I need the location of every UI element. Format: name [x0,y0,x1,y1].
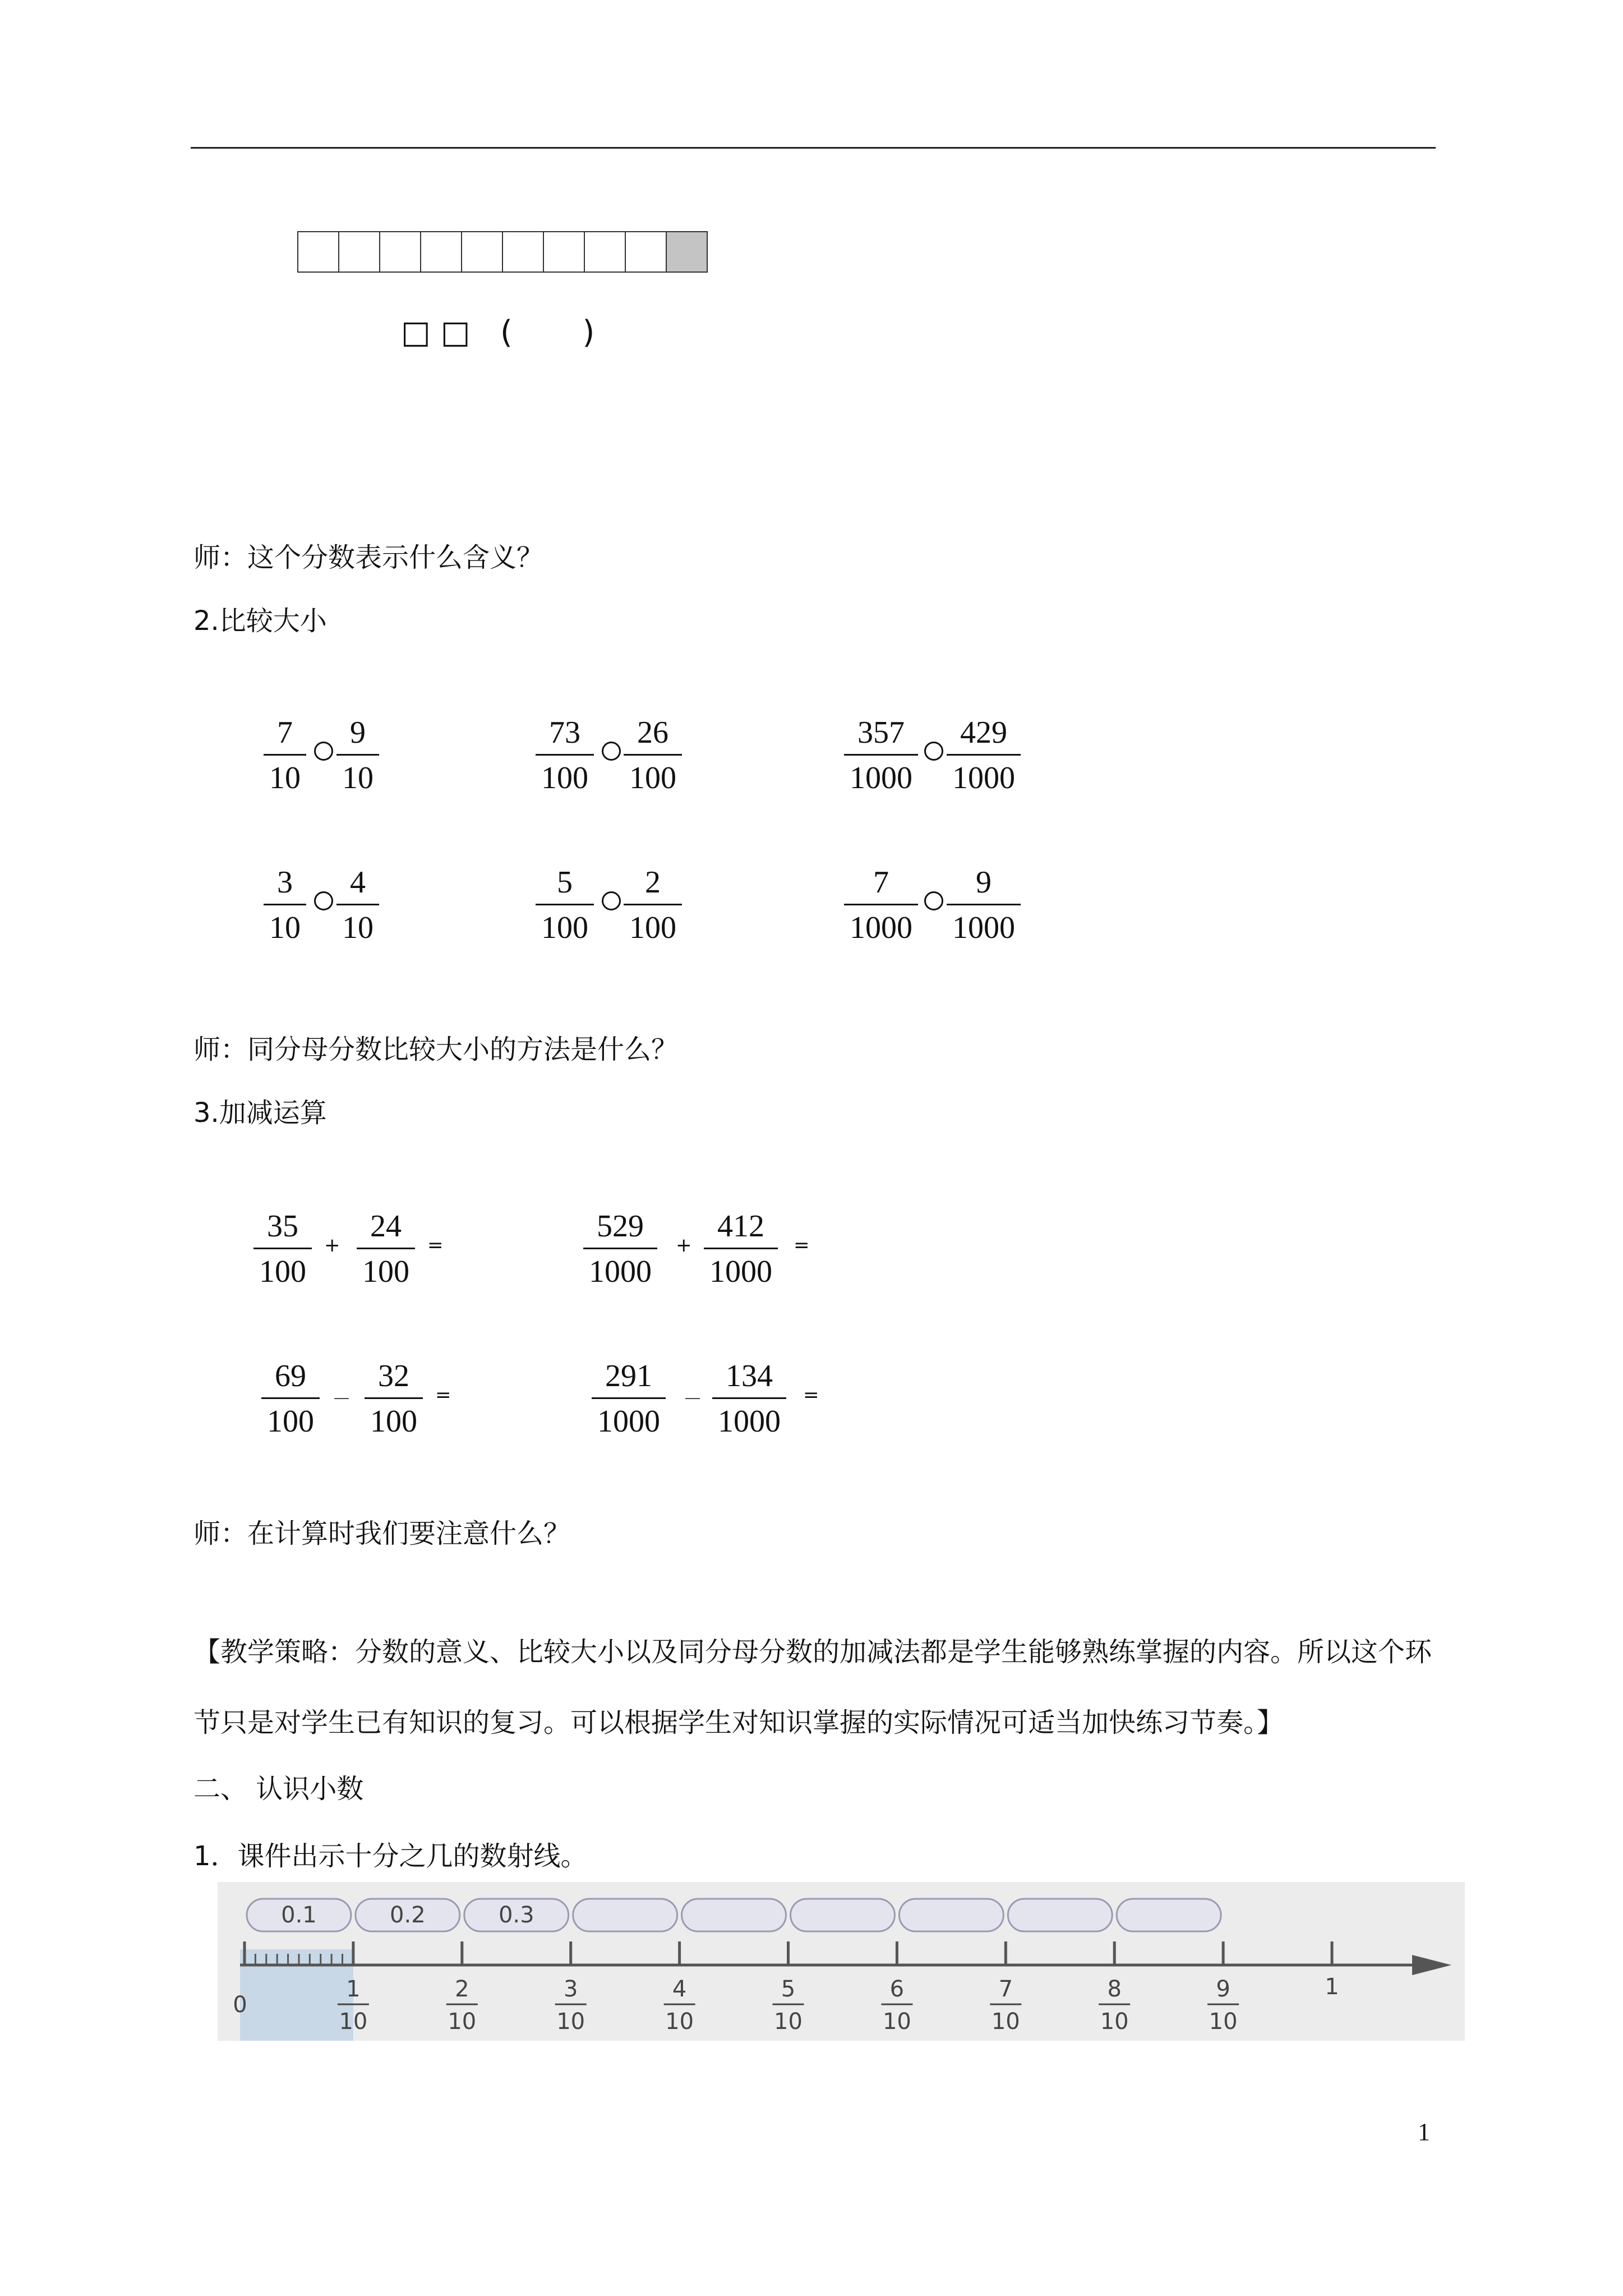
equals-sign: = [803,1384,819,1406]
fraction [712,1360,786,1437]
fraction [261,1360,320,1437]
bubble-label: 0.3 [498,1902,534,1928]
denominator: 100 [362,1254,409,1289]
compare-circle[interactable] [924,891,943,910]
question-calc-attention: 师：在计算时我们要注意什么？ [193,1518,571,1549]
fraction [624,717,682,794]
bubble-label: 0.1 [281,1902,317,1928]
strip-cell [297,231,339,273]
operator: － [332,1388,351,1411]
tick-denominator: 10 [1100,2009,1129,2035]
fraction [592,1360,666,1437]
operator: + [676,1234,692,1257]
denominator: 100 [267,1404,314,1439]
one-label: 1 [1325,1974,1339,2000]
fraction [844,717,918,794]
arrow-head-icon [1412,1955,1451,1975]
strip-cell-shaded [666,231,708,273]
paren-open: ( [500,314,513,351]
numerator: 529 [597,1209,644,1244]
strip-cell [338,231,380,273]
denominator: 1000 [952,910,1015,945]
numerator: 3 [277,865,293,900]
fraction [947,717,1021,794]
value-bubble [791,1899,895,1931]
compare-circle[interactable] [602,891,621,910]
denominator: 1000 [709,1254,772,1289]
strip-cell [379,231,421,273]
tick-numerator: 4 [672,1976,687,2002]
fraction [536,717,594,794]
fraction [536,867,594,944]
number-line-figure [218,1882,1465,2041]
tick-denominator: 10 [1209,2009,1238,2035]
numerator: 73 [549,715,580,750]
tick-denominator: 10 [991,2009,1020,2035]
numerator: 4 [350,865,366,900]
denominator: 10 [269,910,301,945]
blank-boxes: □ □ [401,314,471,351]
numerator: 24 [370,1209,402,1244]
fraction [264,717,306,794]
first-segment-shade [240,1949,353,2041]
tick-denominator: 10 [339,2009,368,2035]
tick-numerator: 2 [455,1976,469,2002]
compare-circle[interactable] [314,891,333,910]
denominator: 1000 [850,910,912,945]
numerator: 35 [267,1209,298,1244]
fraction [365,1360,423,1437]
question-compare-method: 师：同分母分数比较大小的方法是什么？ [193,1034,679,1065]
denominator: 10 [342,761,374,795]
value-bubble [899,1899,1003,1931]
strip-cell [420,231,462,273]
denominator: 100 [541,910,588,945]
numerator: 32 [378,1359,409,1393]
denominator: 100 [629,910,676,945]
strip-cell [502,231,544,273]
operator: － [683,1388,702,1411]
denominator: 1000 [952,761,1015,795]
compare-circle[interactable] [314,742,333,761]
denominator: 100 [541,761,588,795]
value-bubble [1117,1899,1221,1931]
operator: + [324,1234,340,1257]
numerator: 69 [275,1359,306,1393]
value-bubble [1008,1899,1112,1931]
strip-cell [543,231,585,273]
equals-sign: = [794,1234,810,1257]
equals-sign: = [435,1384,451,1406]
paren-close: ) [582,314,595,351]
numerator: 5 [557,865,573,900]
answer-blank[interactable] [401,314,594,351]
equals-sign: = [427,1234,444,1257]
tick-numerator: 7 [998,1976,1013,2002]
page-number: 1 [1418,2118,1430,2146]
fraction [624,867,682,944]
fraction [357,1211,415,1287]
fraction [583,1211,657,1287]
denominator: 100 [629,761,676,795]
tick-denominator: 10 [882,2009,911,2035]
fraction [704,1211,778,1287]
strip-cell [461,231,503,273]
fraction [253,1211,312,1287]
denominator: 10 [269,761,301,795]
strip-cell [625,231,667,273]
numerator: 7 [277,715,293,750]
denominator: 100 [370,1404,417,1439]
tick-numerator: 6 [889,1976,905,2002]
fraction [336,867,379,944]
tick-numerator: 5 [781,1976,796,2002]
numerator: 134 [726,1359,773,1393]
numerator: 2 [645,865,661,900]
question-meaning: 师：这个分数表示什么含义？ [193,542,544,573]
header-rule [191,147,1436,149]
tick-denominator: 10 [556,2009,585,2035]
part2-title: 二、 认识小数 [193,1773,364,1805]
numerator: 7 [873,865,889,900]
numerator: 429 [960,715,1007,750]
tick-numerator: 1 [346,1976,361,2002]
step1-text: 1．课件出示十分之几的数射线。 [193,1841,588,1872]
tick-denominator: 10 [448,2009,477,2035]
numerator: 291 [605,1359,652,1393]
denominator: 1000 [850,761,912,795]
section-compare-title: 2.比较大小 [193,605,327,637]
value-bubble [682,1899,786,1931]
tick-numerator: 3 [563,1976,578,2002]
tick-denominator: 10 [774,2009,803,2035]
fraction [844,867,918,944]
tick-numerator: 8 [1107,1976,1122,2002]
denominator: 1000 [718,1404,781,1439]
numerator: 9 [976,865,992,900]
teaching-strategy: 【教学策略：分数的意义、比较大小以及同分母分数的加减法都是学生能够熟练掌握的内容。所以这个环节只是对学生已有知识的复习。可以根据学生对知识掌握的实际情况可适当加快练习节奏。】 [193,1636,1432,1738]
value-bubble [573,1899,677,1931]
denominator: 1000 [589,1254,652,1289]
numerator: 357 [857,715,905,750]
strip-cell [584,231,626,273]
denominator: 10 [342,910,374,945]
fraction [947,867,1021,944]
denominator: 100 [259,1254,306,1289]
fraction [264,867,306,944]
numerator: 9 [350,715,366,750]
fraction [336,717,379,794]
denominator: 1000 [597,1404,660,1439]
fraction-strip [298,231,708,273]
numerator: 412 [717,1209,764,1244]
tick-numerator: 9 [1216,1976,1230,2002]
compare-circle[interactable] [602,742,621,761]
compare-circle[interactable] [924,742,943,761]
number-line-svg [218,1882,1465,2041]
numerator: 26 [637,715,668,750]
zero-label: 0 [233,1992,247,2018]
bubble-label: 0.2 [390,1902,426,1928]
section-ops-title: 3.加减运算 [193,1097,327,1129]
tick-denominator: 10 [665,2009,694,2035]
